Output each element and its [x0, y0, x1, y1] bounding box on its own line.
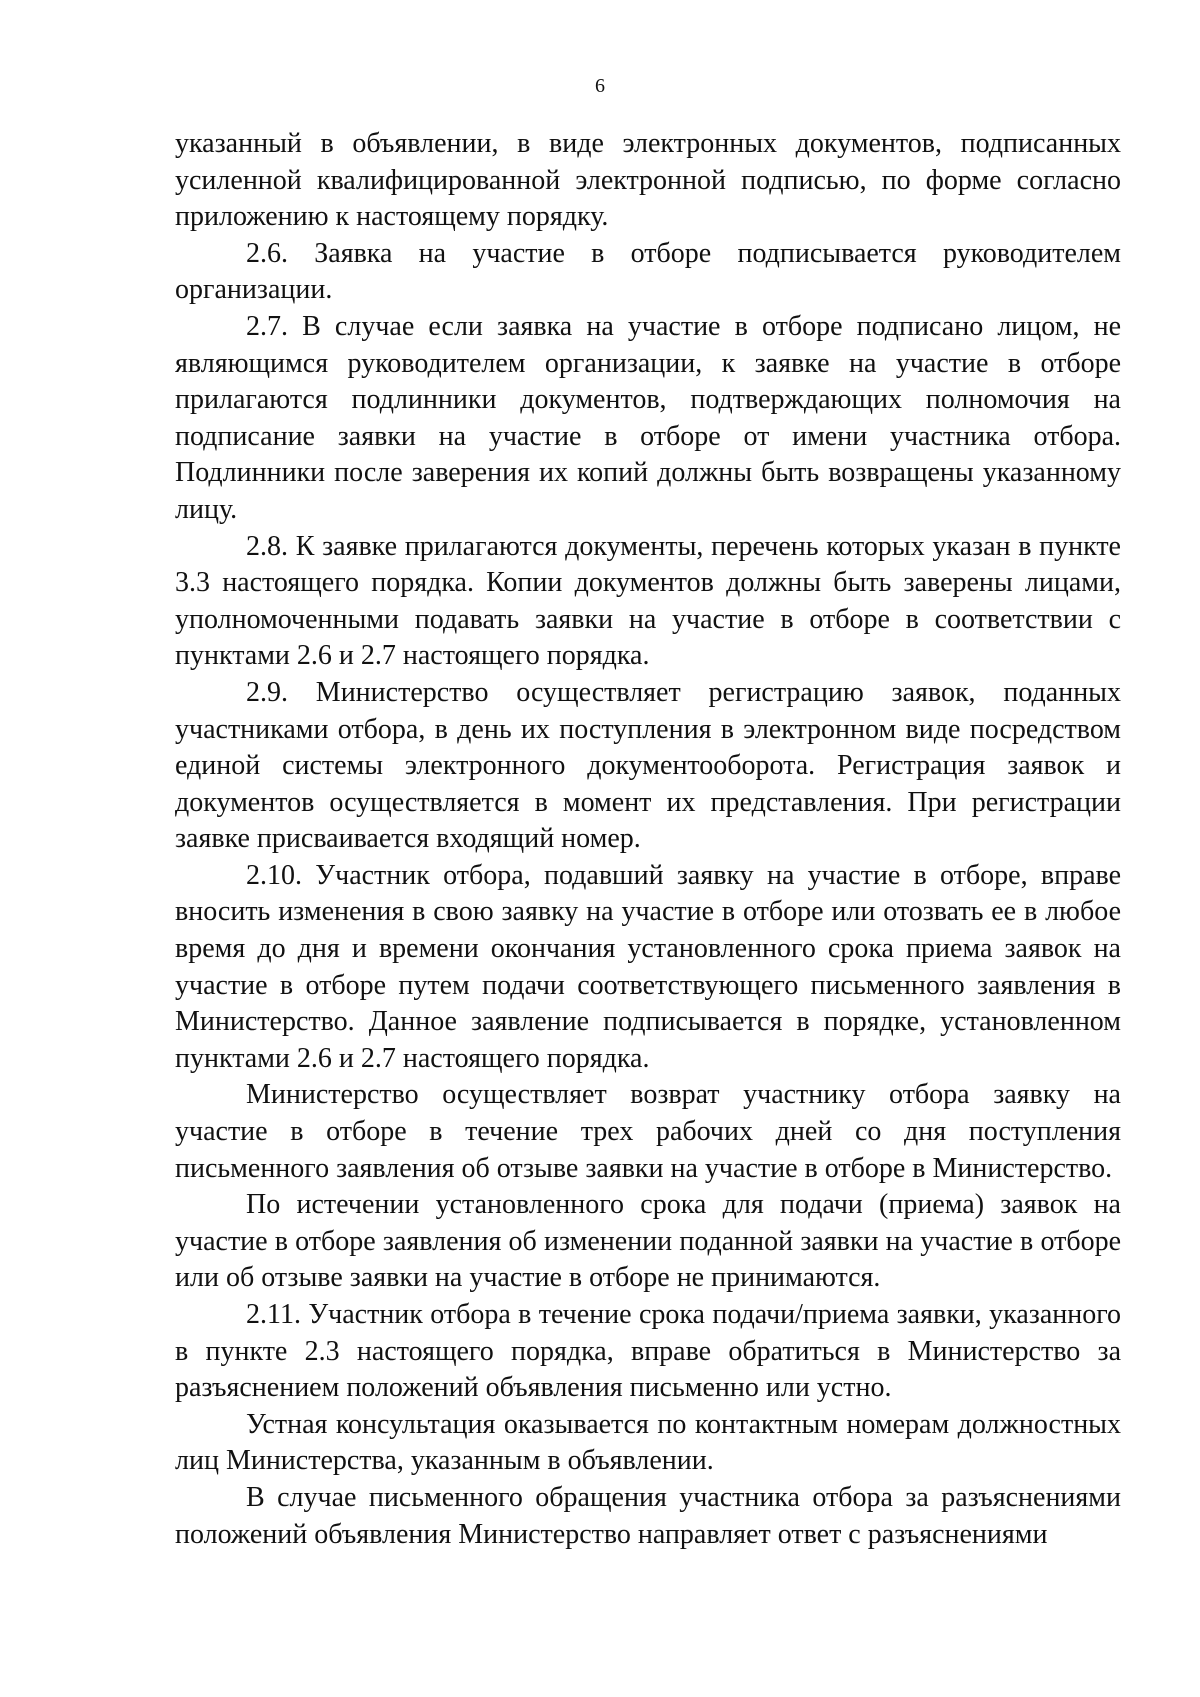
paragraph-continuation: указанный в объявлении, в виде электронных документов, подписанных усиленной квалифицированной электронной подписью, по форме согласно приложению к настоящему порядку. — [175, 128, 1121, 233]
paragraph-oral-consultation: Устная консультация оказывается по контактным номерам должностных лиц Министерства, указанным в объявлении. — [175, 1408, 1121, 1477]
paragraph-2-9: 2.9. Министерство осуществляет регистрацию заявок, поданных участниками отбора, в день их поступления в электронном виде посредством единой системы электронного документооборота. Регистрация заявок и документов осуществляется в момент их представления. При регистрации заявке присваивается входящий номер. — [175, 676, 1121, 855]
paragraph-return-application: Министерство осуществляет возврат участнику отбора заявку на участие в отборе в течение трех рабочих дней со дня поступления письменного заявления об отзыве заявки на участие в отборе в Министерство. — [175, 1079, 1121, 1184]
document-body — [175, 126, 1121, 1553]
paragraph-written-request: В случае письменного обращения участника отбора за разъяснениями положений объявления Министерство направляет ответ с разъяснениями — [175, 1481, 1121, 1550]
paragraph-deadline-expiry: По истечении установленного срока для подачи (приема) заявок на участие в отборе заявления об изменении поданной заявки на участие в отборе или об отзыве заявки на участие в отборе не принимаются. — [175, 1189, 1121, 1294]
paragraph-2-10: 2.10. Участник отбора, подавший заявку на участие в отборе, вправе вносить изменения в свою заявку на участие в отборе или отозвать ее в любое время до дня и времени окончания установленного срока приема заявок на участие в отборе путем подачи соответствующего письменного заявления в Министерство. Данное заявление подписывается в порядке, установленном пунктами 2.6 и 2.7 настоящего порядка. — [175, 859, 1121, 1074]
page-number: 6 — [595, 75, 605, 97]
paragraph-2-6: 2.6. Заявка на участие в отборе подписывается руководителем организации. — [175, 237, 1121, 306]
paragraph-2-11: 2.11. Участник отбора в течение срока подачи/приема заявки, указанного в пункте 2.3 настоящего порядка, вправе обратиться в Министерство за разъяснением положений объявления письменно или устно. — [175, 1299, 1121, 1404]
paragraph-2-7: 2.7. В случае если заявка на участие в отборе подписано лицом, не являющимся руководителем организации, к заявке на участие в отборе прилагаются подлинники документов, подтверждающих полномочия на подписание заявки на участие в отборе от имени участника отбора. Подлинники после заверения их копий должны быть возвращены указанному лицу. — [175, 310, 1121, 525]
paragraph-2-8: 2.8. К заявке прилагаются документы, перечень которых указан в пункте 3.3 настоящего порядка. Копии документов должны быть заверены лицами, уполномоченными подавать заявки на участие в отборе в соответствии с пунктами 2.6 и 2.7 настоящего порядка. — [175, 530, 1121, 672]
